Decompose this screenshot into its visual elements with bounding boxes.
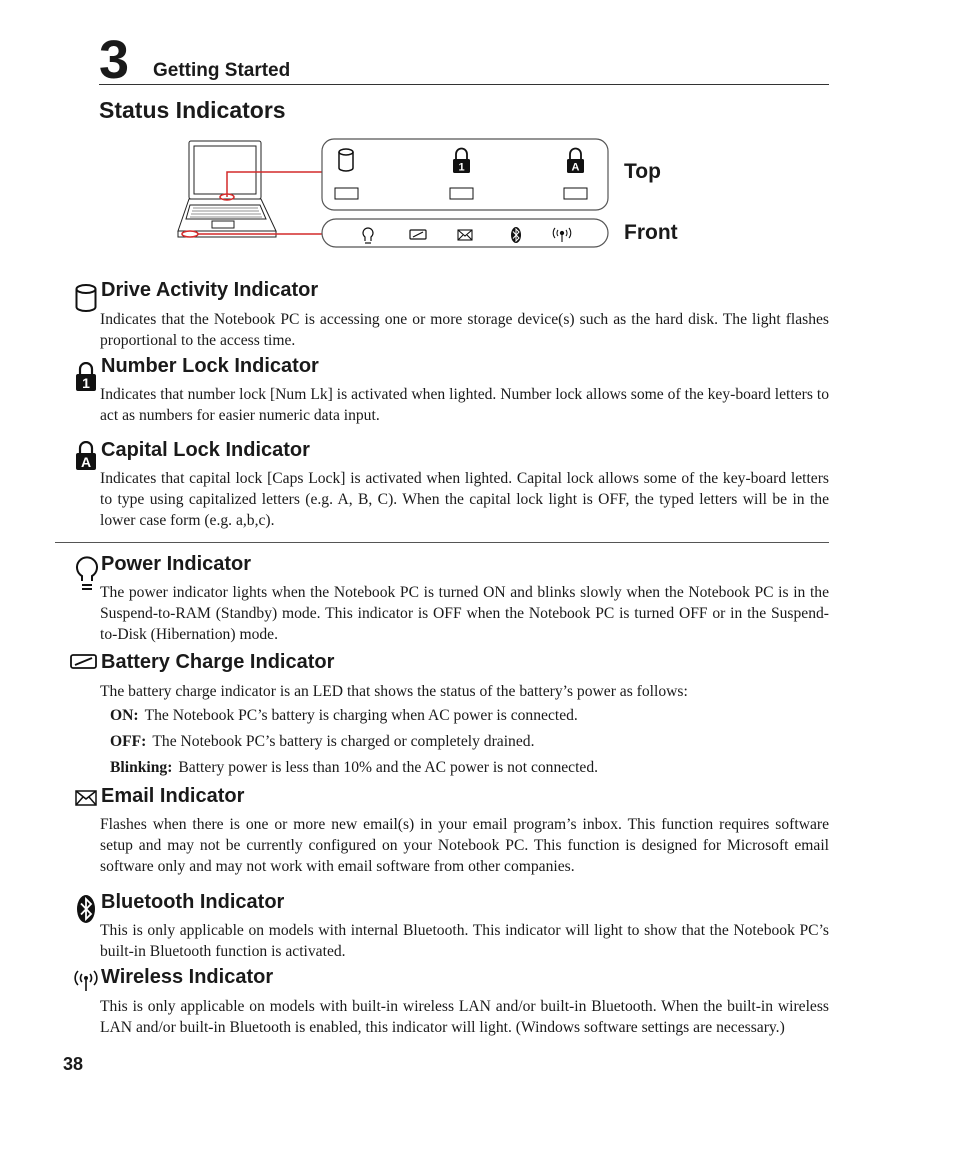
top-callout-line xyxy=(227,172,322,197)
svg-text:1: 1 xyxy=(458,161,465,174)
header-rule xyxy=(99,84,829,85)
number-lock-heading: Number Lock Indicator xyxy=(101,355,319,377)
wireless-icon xyxy=(74,970,98,992)
battery-state-text: The Notebook PC’s battery is charging when AC power is connected. xyxy=(144,707,578,724)
battery-charge-heading: Battery Charge Indicator xyxy=(101,651,335,673)
bluetooth-icon xyxy=(76,894,96,924)
front-panel xyxy=(322,219,608,247)
indicator-diagram xyxy=(170,135,615,253)
power-indicator-text: The power indicator lights when the Notebook PC is turned ON and blinks slowly when the Notebook PC is in the Suspend-to-RAM (Standby) mode. This indicator is OFF when the Notebook PC is turned OFF or in the Suspend-to-Disk (Hibernation) mode. xyxy=(100,584,829,643)
drive-led xyxy=(335,188,358,199)
battery-state-label: Blinking: xyxy=(110,759,173,776)
capital-lock-icon xyxy=(567,149,584,174)
power-icon xyxy=(363,228,373,243)
drive-indicator-heading: Drive Activity Indicator xyxy=(101,279,319,301)
power-indicator-heading: Power Indicator xyxy=(101,553,252,575)
svg-text:1: 1 xyxy=(82,375,90,391)
svg-text:A: A xyxy=(571,161,580,174)
battery-state-blinking xyxy=(110,759,598,777)
bluetooth-icon xyxy=(511,227,521,243)
number-lock-text: Indicates that number lock [Num Lk] is activated when lighted. Number lock allows some of the key-board letters to act as numbers for easier numeric data input. xyxy=(100,386,829,424)
power-icon xyxy=(74,556,100,592)
number-lock-icon xyxy=(453,149,470,174)
bluetooth-indicator-text: This is only applicable on models with internal Bluetooth. This indicator will light to show that the Notebook PC’s built-in Bluetooth function is activated. xyxy=(100,922,829,960)
page-title: Status Indicators xyxy=(99,97,286,123)
drive-indicator-text: Indicates that the Notebook PC is accessing one or more storage device(s) such as the hard disk. The light flashes proportional to the access time. xyxy=(100,311,829,349)
battery-state-text: Battery power is less than 10% and the AC power is not connected. xyxy=(178,759,599,776)
drive-icon xyxy=(74,283,98,313)
number-lock-icon xyxy=(74,362,98,392)
email-indicator-text: Flashes when there is one or more new email(s) in your email program’s inbox. This function requires software setup and may not be currently configured on your Notebook PC. This function is designed for Microsoft email software only and may not work with email software from other companies. xyxy=(100,816,829,875)
bluetooth-indicator-heading: Bluetooth Indicator xyxy=(101,891,285,913)
page-number: 38 xyxy=(63,1054,84,1074)
wireless-indicator-text: This is only applicable on models with built-in wireless LAN and/or built-in Bluetooth. When the built-in wireless LAN and/or built-in Bluetooth is enabled, this indicator will light. (Windows software settings are necessary.) xyxy=(100,998,829,1036)
front-label: Front xyxy=(624,221,678,244)
front-callout-marker xyxy=(182,231,198,237)
top-label: Top xyxy=(624,160,661,183)
wireless-indicator-heading: Wireless Indicator xyxy=(101,966,274,988)
battery-state-label: OFF: xyxy=(110,733,147,750)
chapter-title: Getting Started xyxy=(153,60,291,81)
email-indicator-heading: Email Indicator xyxy=(101,785,245,807)
battery-icon xyxy=(70,654,98,670)
drive-icon xyxy=(339,149,353,171)
section-divider xyxy=(55,542,829,543)
number-lock-led xyxy=(450,188,473,199)
battery-icon xyxy=(410,230,426,239)
battery-state-text: The Notebook PC’s battery is charged or completely drained. xyxy=(152,733,535,750)
wireless-icon xyxy=(553,228,571,242)
capital-lock-led xyxy=(564,188,587,199)
email-icon xyxy=(458,230,472,240)
battery-state-off xyxy=(110,733,534,751)
battery-charge-text: The battery charge indicator is an LED that shows the status of the battery’s power as follows: xyxy=(100,683,688,700)
capital-lock-icon xyxy=(74,441,98,471)
chapter-number: 3 xyxy=(99,30,130,90)
battery-state-label: ON: xyxy=(110,707,139,724)
svg-text:A: A xyxy=(80,454,92,470)
battery-state-on xyxy=(110,707,578,725)
capital-lock-text: Indicates that capital lock [Caps Lock] is activated when lighted. Capital lock allows some of the key-board letters to type using capitalized letters (e.g. A, B, C). When the capital lock light is OFF, the typed letters will be in the lower case form (e.g. a,b,c). xyxy=(100,470,829,529)
capital-lock-heading: Capital Lock Indicator xyxy=(101,439,310,461)
email-icon xyxy=(75,790,97,806)
